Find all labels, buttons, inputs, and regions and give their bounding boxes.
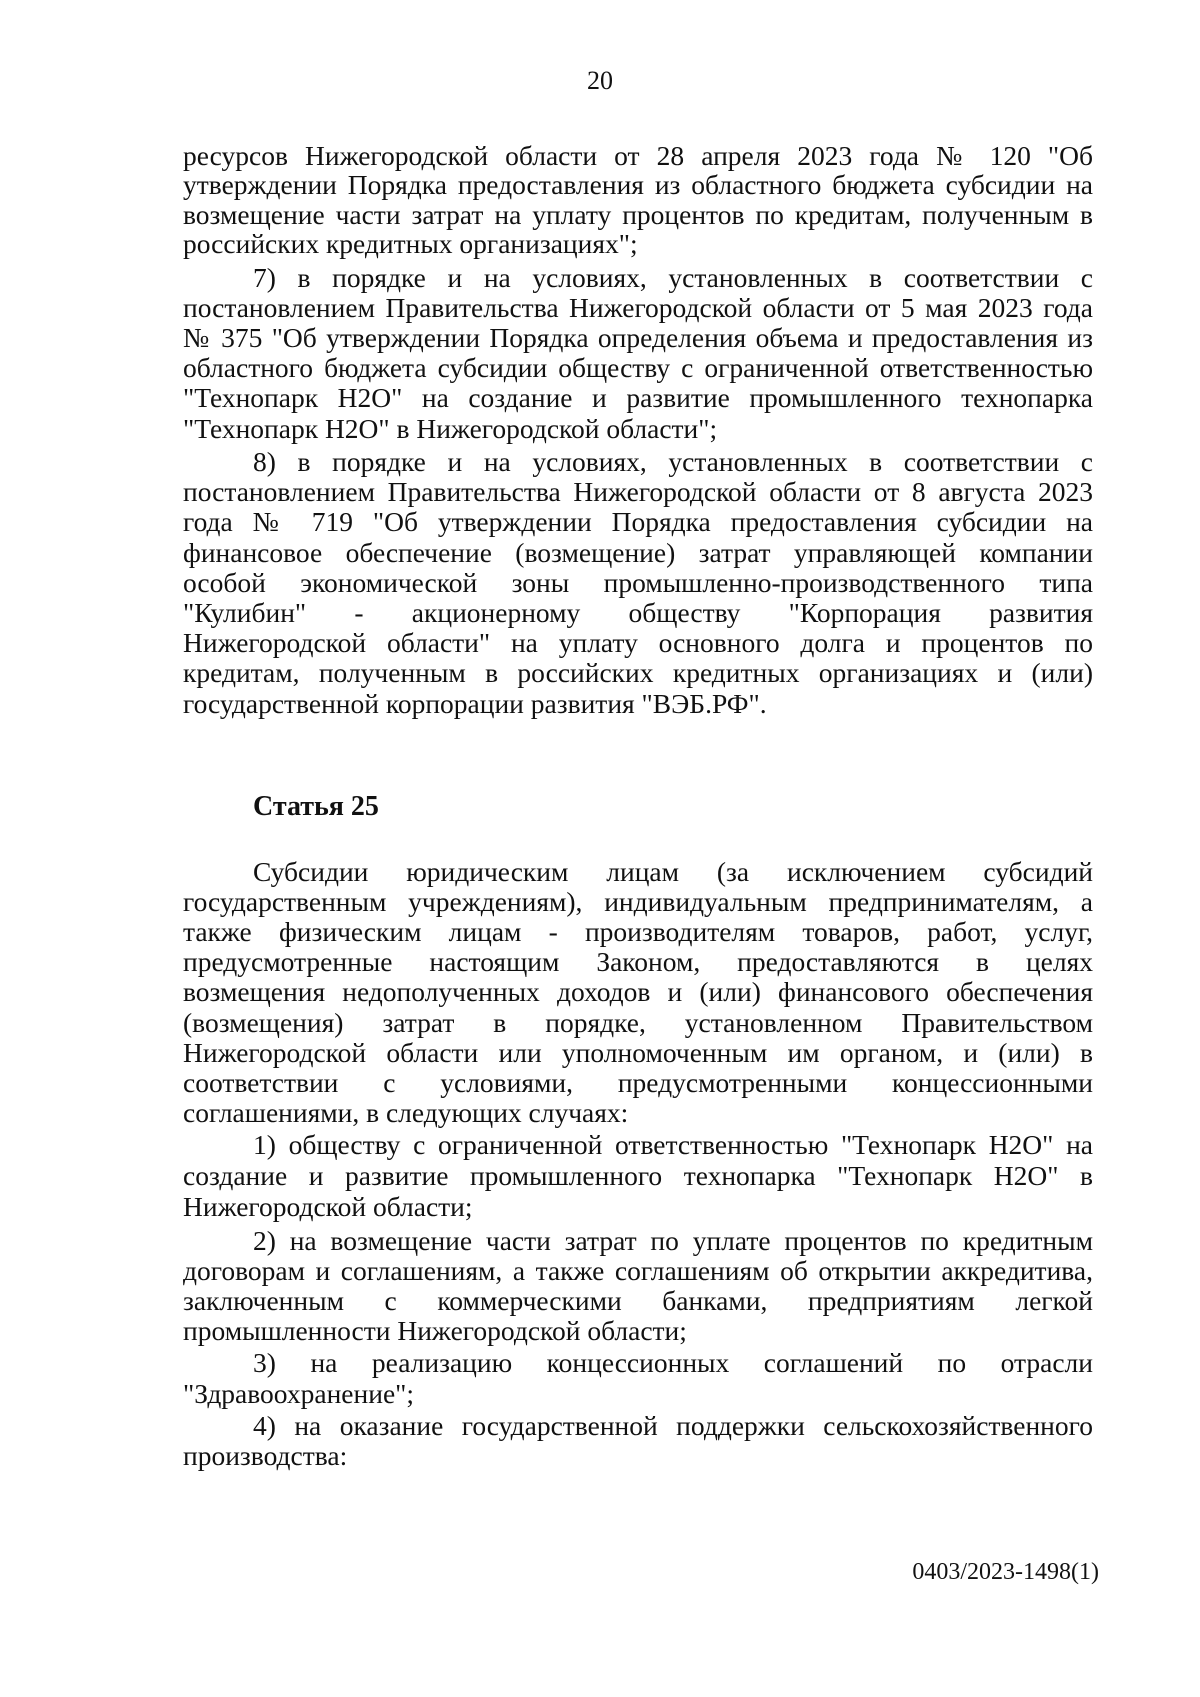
- text-line: соглашениями, в следующих случаях:: [183, 1097, 629, 1128]
- text-line: № 375 "Об утверждении Порядка определения объема и предоставления из: [183, 322, 1093, 353]
- text-line: 3) на реализацию концессионных соглашений по отрасли: [253, 1347, 1093, 1378]
- text-line: создание и развитие промышленного технопарка "Технопарк Н2О" в: [183, 1160, 1093, 1191]
- text-line: 8) в порядке и на условиях, установленных в соответствии с: [253, 446, 1093, 477]
- text-line: 1) обществу с ограниченной ответственностью "Технопарк Н2О" на: [253, 1129, 1093, 1160]
- text-line: договорам и соглашениям, а также соглашениям об открытии аккредитива,: [183, 1255, 1093, 1286]
- text-line: заключенным с коммерческими банками, предприятиям легкой: [183, 1285, 1093, 1316]
- text-line: ресурсов Нижегородской области от 28 апреля 2023 года № 120 "Об: [183, 140, 1093, 171]
- article-heading: Статья 25: [253, 791, 379, 822]
- text-line: также физическим лицам - производителям товаров, работ, услуг,: [183, 916, 1093, 947]
- text-line: постановлением Правительства Нижегородской области от 5 мая 2023 года: [183, 292, 1093, 323]
- document-number: 0403/2023-1498(1): [912, 1559, 1099, 1585]
- text-line: особой экономической зоны промышленно-производственного типа: [183, 567, 1093, 598]
- text-line: областного бюджета субсидии обществу с ограниченной ответственностью: [183, 352, 1093, 383]
- text-line: 7) в порядке и на условиях, установленных в соответствии с: [253, 262, 1093, 293]
- text-line: Субсидии юридическим лицам (за исключением субсидий: [253, 856, 1093, 887]
- text-line: возмещения недополученных доходов и (или) финансового обеспечения: [183, 976, 1093, 1007]
- text-line: производства:: [183, 1440, 348, 1471]
- text-line: утверждении Порядка предоставления из областного бюджета субсидии на: [183, 169, 1093, 200]
- text-line: промышленности Нижегородской области;: [183, 1315, 687, 1346]
- text-line: государственной корпорации развития "ВЭБ.РФ".: [183, 688, 767, 719]
- text-line: российских кредитных организациях";: [183, 228, 638, 259]
- text-line: года № 719 "Об утверждении Порядка предоставления субсидии на: [183, 506, 1093, 537]
- text-line: "Технопарк Н2О" на создание и развитие промышленного технопарка: [183, 382, 1093, 413]
- text-line: Нижегородской области или уполномоченным им органом, и (или) в: [183, 1037, 1093, 1068]
- text-line: кредитам, полученным в российских кредитных организациях и (или): [183, 657, 1093, 688]
- text-line: 4) на оказание государственной поддержки сельскохозяйственного: [253, 1410, 1093, 1441]
- text-line: "Здравоохранение";: [183, 1378, 415, 1409]
- text-line: 2) на возмещение части затрат по уплате процентов по кредитным: [253, 1225, 1093, 1256]
- text-line: Нижегородской области;: [183, 1191, 473, 1222]
- text-line: государственным учреждениям), индивидуальным предпринимателям, а: [183, 886, 1093, 917]
- text-line: соответствии с условиями, предусмотренными концессионными: [183, 1067, 1093, 1098]
- text-line: Нижегородской области" на уплату основного долга и процентов по: [183, 627, 1093, 658]
- text-line: предусмотренные настоящим Законом, предоставляются в целях: [183, 946, 1093, 977]
- text-line: финансовое обеспечение (возмещение) затрат управляющей компании: [183, 537, 1093, 568]
- text-line: (возмещения) затрат в порядке, установленном Правительством: [183, 1007, 1093, 1038]
- text-line: постановлением Правительства Нижегородской области от 8 августа 2023: [183, 476, 1093, 507]
- text-line: "Технопарк Н2О" в Нижегородской области";: [183, 413, 718, 444]
- page-number: 20: [587, 66, 613, 95]
- text-line: "Кулибин" - акционерному обществу "Корпорация развития: [183, 597, 1093, 628]
- text-line: возмещение части затрат на уплату процентов по кредитам, полученным в: [183, 199, 1093, 230]
